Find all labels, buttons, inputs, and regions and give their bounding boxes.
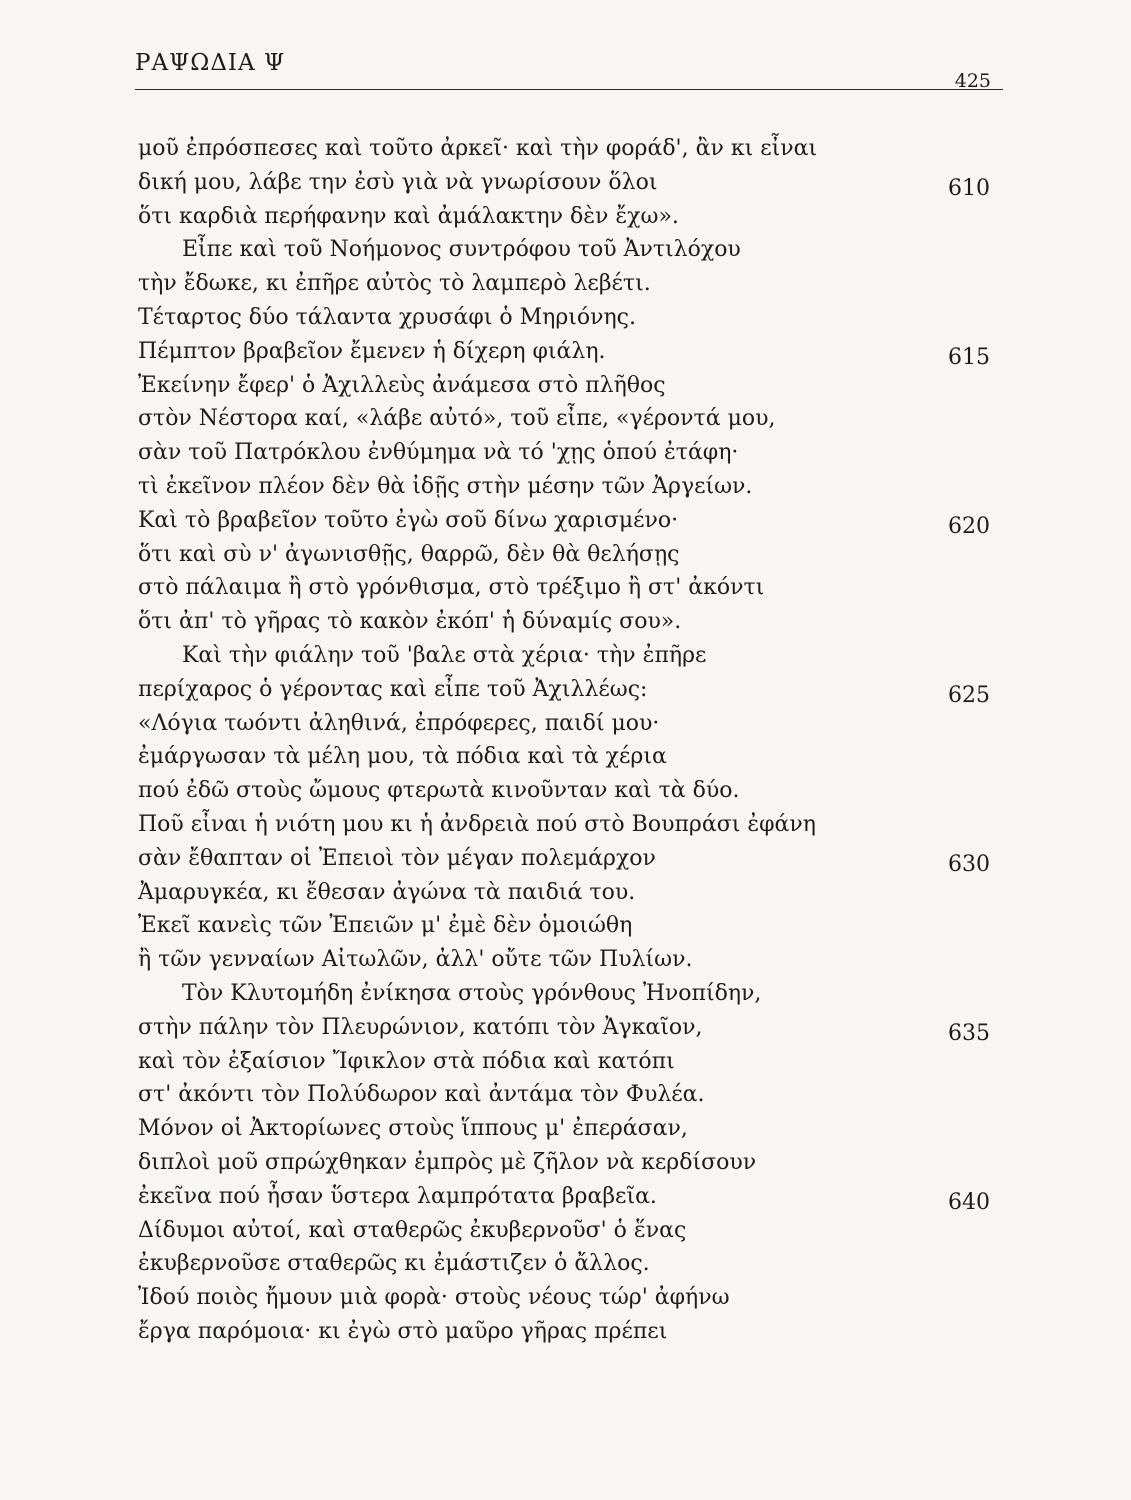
verse-text: Καὶ τὸ βραβεῖον τοῦτο ἐγὼ σοῦ δίνω χαρισμένο· <box>138 507 679 533</box>
verse-text: ὅτι καρδιὰ περήφανην καὶ ἀμάλακτην δὲν ἔχω». <box>138 203 679 229</box>
line-number: 635 <box>948 1020 990 1046</box>
verse-line <box>138 470 1000 504</box>
verse-line <box>138 335 1000 369</box>
verse-line <box>138 166 1000 200</box>
verse-line <box>138 740 1000 774</box>
verse-block <box>138 132 1000 1349</box>
verse-line <box>138 639 1000 673</box>
verse-text: ἢ τῶν γενναίων Αἰτωλῶν, ἀλλ' οὔτε τῶν Πυλίων. <box>138 947 693 973</box>
verse-line <box>138 1214 1000 1248</box>
verse-text: Μόνον οἱ Ἀκτορίωνες στοὺς ἵππους μ' ἐπεράσαν, <box>138 1116 688 1142</box>
verse-line <box>138 301 1000 335</box>
verse-text: Ἀμαρυγκέα, κι ἔθεσαν ἀγώνα τὰ παιδιά του. <box>138 879 636 905</box>
verse-line <box>138 132 1000 166</box>
verse-text: τὶ ἐκεῖνον πλέον δὲν θὰ ἰδῇς στὴν μέσην τῶν Ἀργείων. <box>138 473 753 499</box>
verse-text: Καὶ τὴν φιάλην τοῦ 'βαλε στὰ χέρια· τὴν ἐπῆρε <box>182 642 707 668</box>
verse-text: στὸν Νέστορα καί, «λάβε αὐτό», τοῦ εἶπε, «γέροντά μου, <box>138 406 776 432</box>
line-number: 620 <box>948 513 990 539</box>
verse-text: στὸ πάλαιμα ἢ στὸ γρόνθισμα, στὸ τρέξιμο ἢ στ' ἀκόντι <box>138 575 765 601</box>
page-number: 425 <box>954 70 991 92</box>
verse-line <box>138 707 1000 741</box>
verse-text: πού ἐδῶ στοὺς ὤμους φτερωτὰ κινοῦνταν καὶ τὰ δύο. <box>138 778 740 804</box>
verse-text: δική μου, λάβε την ἐσὺ γιὰ νὰ γνωρίσουν ὅλοι <box>138 169 658 195</box>
verse-line <box>138 1045 1000 1079</box>
verse-line <box>138 1315 1000 1349</box>
verse-line <box>138 200 1000 234</box>
verse-text: ὅτι καὶ σὺ ν' ἀγωνισθῇς, θαρρῶ, δὲν θὰ θελήσῃς <box>138 541 680 567</box>
verse-line <box>138 436 1000 470</box>
verse-text: «Λόγια τωόντι ἀληθινά, ἐπρόφερες, παιδί μου· <box>138 710 660 736</box>
verse-line <box>138 909 1000 943</box>
verse-text: Τέταρτος δύο τάλαντα χρυσάφι ὁ Μηριόνης. <box>138 304 636 330</box>
verse-text: Ἰδού ποιὸς ἤμουν μιὰ φορὰ· στοὺς νέους τώρ' ἀφήνω <box>138 1285 730 1311</box>
verse-text: Ἐκεῖ κανεὶς τῶν Ἐπειῶν μ' ἐμὲ δὲν ὁμοιώθη <box>138 913 633 939</box>
verse-text: περίχαρος ὁ γέροντας καὶ εἶπε τοῦ Ἀχιλλέως: <box>138 676 648 702</box>
verse-text: μοῦ ἐπρόσπεσες καὶ τοῦτο ἀρκεῖ· καὶ τὴν φοράδ', ἂν κι εἶναι <box>138 136 818 161</box>
line-number: 615 <box>948 344 990 370</box>
verse-text: σὰν ἔθαπταν οἱ Ἐπειοὶ τὸν μέγαν πολεμάρχον <box>138 845 656 871</box>
verse-text: στὴν πάλην τὸν Πλευρώνιον, κατόπι τὸν Ἀγκαῖον, <box>138 1014 703 1040</box>
verse-line <box>138 943 1000 977</box>
verse-line <box>138 1011 1000 1045</box>
verse-line <box>138 504 1000 538</box>
verse-line <box>138 1078 1000 1112</box>
verse-text: ἔργα παρόμοια· κι ἐγὼ στὸ μαῦρο γῆρας πρέπει <box>138 1318 668 1344</box>
verse-text: διπλοὶ μοῦ σπρώχθηκαν ἐμπρὸς μὲ ζῆλον νὰ κερδίσουν <box>138 1149 757 1175</box>
verse-line <box>138 842 1000 876</box>
verse-text: Ἐκείνην ἔφερ' ὁ Ἀχιλλεὺς ἀνάμεσα στὸ πλῆθος <box>138 372 666 398</box>
line-number: 640 <box>948 1189 990 1215</box>
running-title: ΡΑΨΩΔΙΑ Ψ <box>135 50 286 76</box>
verse-line <box>138 1247 1000 1281</box>
verse-line <box>138 673 1000 707</box>
line-number: 625 <box>948 682 990 708</box>
verse-line <box>138 267 1000 301</box>
verse-line <box>138 977 1000 1011</box>
line-number: 630 <box>948 851 990 877</box>
header-rule <box>135 89 1003 90</box>
verse-line <box>138 774 1000 808</box>
verse-text: Ποῦ εἶναι ἡ νιότη μου κι ἡ ἀνδρειὰ πού στὸ Βουπράσι ἐφάνη <box>138 811 816 837</box>
verse-text: τὴν ἔδωκε, κι ἐπῆρε αὐτὸς τὸ λαμπερὸ λεβέτι. <box>138 271 651 297</box>
verse-text: Τὸν Κλυτομήδη ἐνίκησα στοὺς γρόνθους Ἠνοπίδην, <box>182 980 762 1006</box>
verse-line <box>138 233 1000 267</box>
verse-text: ὅτι ἀπ' τὸ γῆρας τὸ κακὸν ἐκόπ' ἡ δύναμίς σου». <box>138 609 682 635</box>
verse-line <box>138 1180 1000 1214</box>
verse-line <box>138 402 1000 436</box>
verse-text: ἐκυβερνοῦσε σταθερῶς κι ἐμάστιζεν ὁ ἄλλος. <box>138 1251 650 1277</box>
verse-text: ἐκεῖνα πού ἦσαν ὕστερα λαμπρότατα βραβεῖα. <box>138 1183 657 1209</box>
verse-line <box>138 571 1000 605</box>
verse-line <box>138 808 1000 842</box>
verse-line <box>138 876 1000 910</box>
verse-line <box>138 1146 1000 1180</box>
verse-text: σὰν τοῦ Πατρόκλου ἐνθύμημα νὰ τό 'χῃς ὁπού ἐτάφη· <box>138 440 739 466</box>
verse-line <box>138 1281 1000 1315</box>
page-header <box>135 40 1003 92</box>
verse-line <box>138 1112 1000 1146</box>
verse-text: ἐμάργωσαν τὰ μέλη μου, τὰ πόδια καὶ τὰ χέρια <box>138 744 667 770</box>
verse-text: Πέμπτον βραβεῖον ἔμενεν ἡ δίχερη φιάλη. <box>138 338 606 364</box>
verse-text: Δίδυμοι αὐτοί, καὶ σταθερῶς ἐκυβερνοῦσ' ὁ ἕνας <box>138 1217 687 1243</box>
verse-line <box>138 538 1000 572</box>
verse-line <box>138 605 1000 639</box>
verse-line <box>138 369 1000 403</box>
verse-text: στ' ἀκόντι τὸν Πολύδωρον καὶ ἀντάμα τὸν Φυλέα. <box>138 1082 705 1108</box>
verse-text: Εἶπε καὶ τοῦ Νοήμονος συντρόφου τοῦ Ἀντιλόχου <box>182 237 741 263</box>
verse-text: καὶ τὸν ἐξαίσιον Ἴφικλον στὰ πόδια καὶ κατόπι <box>138 1048 675 1074</box>
line-number: 610 <box>948 175 990 201</box>
